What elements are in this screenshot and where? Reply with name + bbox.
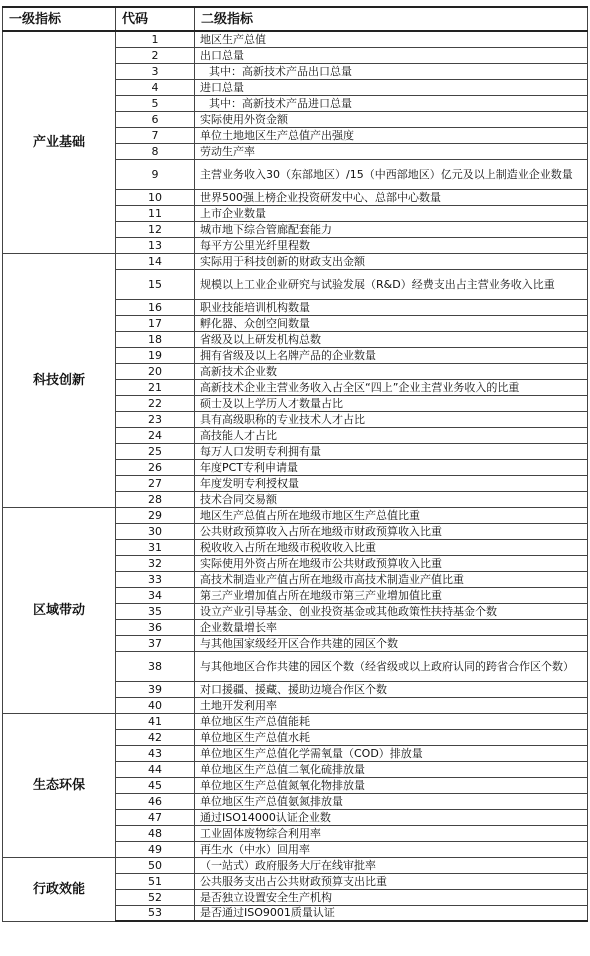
table-row [3,713,588,729]
indicator-cell: 世界500强上榜企业投资研发中心、总部中心数量 [195,189,588,205]
header-level1: 一级指标 [3,7,116,31]
indicator-cell: 城市地下综合管廊配套能力 [195,221,588,237]
indicator-cell: 实际使用外资金额 [195,111,588,127]
code-cell: 8 [116,143,195,159]
indicator-cell: 地区生产总值占所在地级市地区生产总值比重 [195,507,588,523]
indicator-cell: 进口总量 [195,79,588,95]
indicator-cell: 其中：高新技术产品出口总量 [195,63,588,79]
code-cell: 46 [116,793,195,809]
indicator-cell: 公共财政预算收入占所在地级市财政预算收入比重 [195,523,588,539]
indicator-cell: 第三产业增加值占所在地级市第三产业增加值比重 [195,587,588,603]
code-cell: 49 [116,841,195,857]
code-cell: 7 [116,127,195,143]
indicator-cell: 设立产业引导基金、创业投资基金或其他政策性扶持基金个数 [195,603,588,619]
indicator-cell: 实际使用外资占所在地级市公共财政预算收入比重 [195,555,588,571]
code-cell: 34 [116,587,195,603]
category-cell: 产业基础 [3,31,116,253]
code-cell: 22 [116,395,195,411]
indicator-cell: 拥有省级及以上名牌产品的企业数量 [195,347,588,363]
code-cell: 26 [116,459,195,475]
code-cell: 16 [116,299,195,315]
indicator-cell: 单位地区生产总值能耗 [195,713,588,729]
indicator-cell: 出口总量 [195,47,588,63]
code-cell: 20 [116,363,195,379]
code-cell: 10 [116,189,195,205]
table-row [3,507,588,523]
indicator-cell: 与其他国家级经开区合作共建的园区个数 [195,635,588,651]
indicator-cell: 规模以上工业企业研究与试验发展（R&D）经费支出占主营业务收入比重 [195,269,588,299]
indicator-cell: 硕士及以上学历人才数量占比 [195,395,588,411]
code-cell: 15 [116,269,195,299]
code-cell: 6 [116,111,195,127]
code-cell: 48 [116,825,195,841]
indicator-cell: 高新技术企业数 [195,363,588,379]
code-cell: 47 [116,809,195,825]
category-cell: 科技创新 [3,253,116,507]
category-cell: 生态环保 [3,713,116,857]
code-cell: 18 [116,331,195,347]
code-cell: 24 [116,427,195,443]
code-cell: 25 [116,443,195,459]
code-cell: 27 [116,475,195,491]
indicator-cell: 劳动生产率 [195,143,588,159]
category-cell: 行政效能 [3,857,116,921]
indicator-cell: 实际用于科技创新的财政支出金额 [195,253,588,269]
indicator-cell: 土地开发利用率 [195,697,588,713]
code-cell: 1 [116,31,195,47]
indicator-cell: 单位地区生产总值化学需氧量（COD）排放量 [195,745,588,761]
header-row [3,7,588,31]
indicator-cell: 单位土地地区生产总值产出强度 [195,127,588,143]
indicator-cell: 高技能人才占比 [195,427,588,443]
code-cell: 51 [116,873,195,889]
indicator-cell: 单位地区生产总值二氧化硫排放量 [195,761,588,777]
table-body [3,31,588,921]
indicator-cell: 职业技能培训机构数量 [195,299,588,315]
code-cell: 5 [116,95,195,111]
indicator-cell: 再生水（中水）回用率 [195,841,588,857]
code-cell: 21 [116,379,195,395]
code-cell: 33 [116,571,195,587]
code-cell: 50 [116,857,195,873]
indicator-cell: 上市企业数量 [195,205,588,221]
indicator-cell: 对口援疆、援藏、援助边境合作区个数 [195,681,588,697]
indicator-cell: 企业数量增长率 [195,619,588,635]
indicator-cell: 高新技术企业主营业务收入占全区“四上”企业主营业务收入的比重 [195,379,588,395]
indicator-cell: 通过ISO14000认证企业数 [195,809,588,825]
indicator-cell: 地区生产总值 [195,31,588,47]
category-cell: 区域带动 [3,507,116,713]
indicator-cell: （一站式）政府服务大厅在线审批率 [195,857,588,873]
indicator-cell: 年度PCT专利申请量 [195,459,588,475]
code-cell: 41 [116,713,195,729]
indicator-cell: 税收收入占所在地级市税收收入比重 [195,539,588,555]
table-row [3,253,588,269]
code-cell: 11 [116,205,195,221]
indicator-cell: 每平方公里光纤里程数 [195,237,588,253]
code-cell: 44 [116,761,195,777]
indicator-cell: 与其他地区合作共建的园区个数（经省级或以上政府认同的跨省合作区个数） [195,651,588,681]
code-cell: 3 [116,63,195,79]
code-cell: 14 [116,253,195,269]
indicator-cell: 省级及以上研发机构总数 [195,331,588,347]
code-cell: 29 [116,507,195,523]
header-level2: 二级指标 [195,7,588,31]
indicator-cell: 单位地区生产总值氨氮排放量 [195,793,588,809]
indicator-cell: 其中：高新技术产品进口总量 [195,95,588,111]
indicator-cell: 是否通过ISO9001质量认证 [195,905,588,921]
code-cell: 43 [116,745,195,761]
code-cell: 13 [116,237,195,253]
indicator-cell: 工业固体废物综合利用率 [195,825,588,841]
code-cell: 37 [116,635,195,651]
indicator-cell: 是否独立设置安全生产机构 [195,889,588,905]
code-cell: 17 [116,315,195,331]
table-row [3,31,588,47]
code-cell: 23 [116,411,195,427]
indicator-cell: 单位地区生产总值氮氧化物排放量 [195,777,588,793]
header-code: 代码 [116,7,195,31]
indicator-cell: 每万人口发明专利拥有量 [195,443,588,459]
code-cell: 9 [116,159,195,189]
indicator-cell: 主营业务收入30（东部地区）/15（中西部地区）亿元及以上制造业企业数量 [195,159,588,189]
code-cell: 36 [116,619,195,635]
code-cell: 31 [116,539,195,555]
code-cell: 45 [116,777,195,793]
indicator-cell: 单位地区生产总值水耗 [195,729,588,745]
code-cell: 38 [116,651,195,681]
code-cell: 12 [116,221,195,237]
code-cell: 40 [116,697,195,713]
code-cell: 53 [116,905,195,921]
indicator-cell: 具有高级职称的专业技术人才占比 [195,411,588,427]
code-cell: 35 [116,603,195,619]
indicator-cell: 孵化器、众创空间数量 [195,315,588,331]
code-cell: 32 [116,555,195,571]
table-row [3,857,588,873]
code-cell: 30 [116,523,195,539]
code-cell: 39 [116,681,195,697]
indicator-cell: 公共服务支出占公共财政预算支出比重 [195,873,588,889]
indicator-table [2,6,588,922]
code-cell: 2 [116,47,195,63]
code-cell: 52 [116,889,195,905]
indicator-cell: 年度发明专利授权量 [195,475,588,491]
code-cell: 19 [116,347,195,363]
indicator-cell: 高技术制造业产值占所在地级市高技术制造业产值比重 [195,571,588,587]
code-cell: 28 [116,491,195,507]
indicator-cell: 技术合同交易额 [195,491,588,507]
table-header [3,7,588,31]
code-cell: 42 [116,729,195,745]
code-cell: 4 [116,79,195,95]
